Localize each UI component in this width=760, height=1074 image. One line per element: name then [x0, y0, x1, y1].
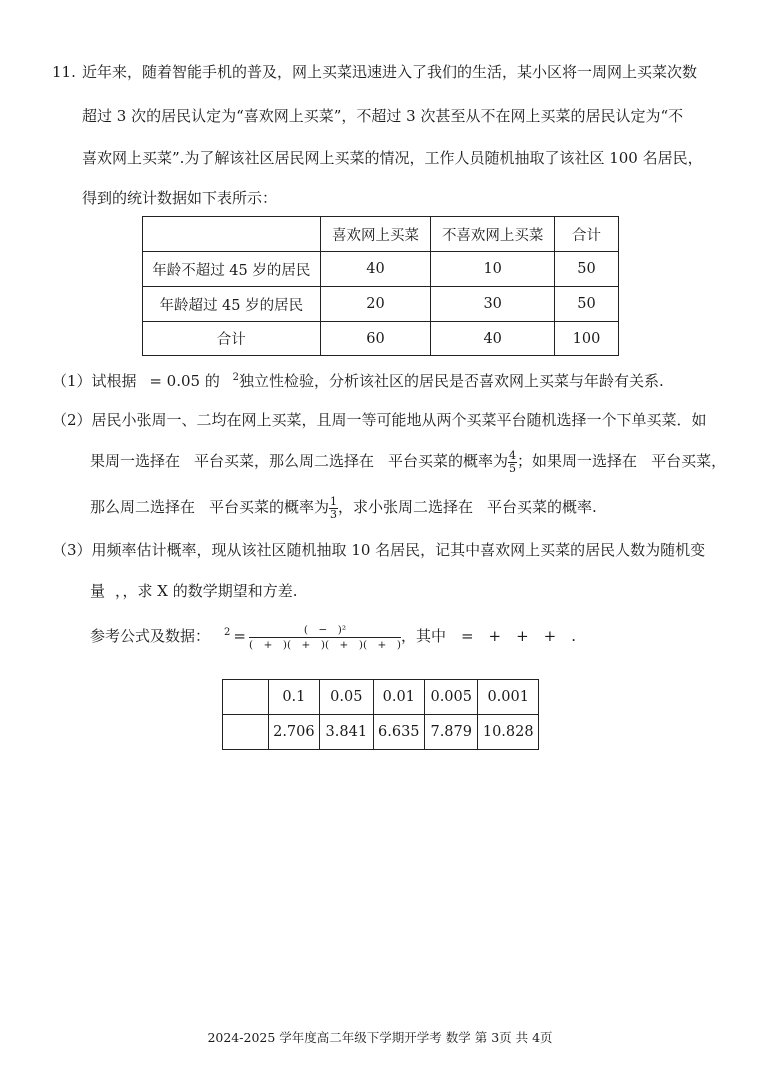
table-cell: 30 [431, 287, 555, 322]
question-1-label: （1） [52, 372, 92, 390]
question-3-label: （3） [52, 541, 92, 559]
table-cell: 6.635 [373, 715, 425, 750]
table-cell: 7.879 [425, 715, 478, 750]
table-header-cell: 不喜欢网上买菜 [431, 217, 555, 252]
contingency-table [142, 216, 619, 356]
table-row-header: 年龄超过 45 岁的居民 [143, 287, 321, 322]
question-3-text: 量 [90, 582, 106, 600]
table-cell: 3.841 [320, 715, 373, 750]
question-3-text: ，，求 X 的数学期望和方差. [115, 582, 298, 600]
question-2-text: 平台买菜的概率. [487, 498, 597, 516]
question-1-sup: 2 [232, 372, 240, 383]
table-cell [223, 680, 269, 715]
table-cell: 10 [431, 252, 555, 287]
table-cell: 40 [431, 322, 555, 356]
table-row-header: 合计 [143, 322, 321, 356]
table-cell: 0.01 [373, 680, 425, 715]
question-2-line-3 [90, 494, 597, 521]
table-header-cell: 合计 [555, 217, 619, 252]
table-cell: 100 [555, 322, 619, 356]
question-2-text: ；如果周一选择在 [517, 452, 638, 470]
table-cell: 50 [555, 287, 619, 322]
table-row [223, 680, 539, 715]
problem-text-line-4: 得到的统计数据如下表所示： [82, 189, 278, 207]
reference-formula [90, 618, 576, 652]
question-2-text: 平台买菜， [651, 452, 727, 470]
table-cell: 2.706 [268, 715, 320, 750]
question-1-text-b: = 0.05 的 [149, 372, 220, 390]
problem-text-line-1: 近年来，随着智能手机的普及，网上买菜迅速进入了我们的生活，某小区将一周网上买菜次数 [82, 63, 698, 81]
critical-value-table [222, 679, 539, 750]
formula-sup: 2 [224, 627, 231, 638]
question-2-line-1 [52, 410, 707, 430]
table-cell: 50 [555, 252, 619, 287]
question-2-text: 平台买菜，那么周二选择在 [194, 452, 375, 470]
question-2-text: 那么周二选择在 [90, 498, 196, 516]
formula-numerator: ( − )² [249, 623, 401, 638]
question-1 [52, 368, 664, 391]
table-cell [143, 217, 321, 252]
table-cell: 0.001 [478, 680, 539, 715]
table-row [143, 217, 619, 252]
table-cell: 0.1 [268, 680, 320, 715]
table-cell: 20 [320, 287, 431, 322]
question-2-text: 平台买菜的概率为 [209, 498, 330, 516]
question-2-text: 平台买菜的概率为 [388, 452, 509, 470]
table-cell: 10.828 [478, 715, 539, 750]
question-1-text-d: 独立性检验，分析该社区的居民是否喜欢网上买菜与年龄有关系. [239, 372, 664, 390]
question-2-text: 果周一选择在 [90, 452, 181, 470]
problem-number: 11. [52, 63, 76, 81]
table-cell: 0.05 [320, 680, 373, 715]
question-3-text: 用频率估计概率，现从该社区随机抽取 10 名居民，记其中喜欢网上买菜的居民人数为随机变 [91, 541, 706, 559]
question-3-line-2 [90, 581, 298, 601]
table-row [143, 287, 619, 322]
chi-square-formula-fraction [249, 623, 401, 652]
table-row [143, 322, 619, 356]
table-cell: 40 [320, 252, 431, 287]
formula-denominator: ( + )( + )( + )( + ) [248, 638, 401, 651]
question-2-line-2 [90, 448, 726, 475]
problem-text-line-2: 超过 3 次的居民认定为“喜欢网上买菜”，不超过 3 次甚至从不在网上买菜的居民认定为“不 [82, 107, 684, 125]
question-1-text-a: 试根据 [91, 372, 137, 390]
table-row [143, 252, 619, 287]
question-2-text: ，求小张周二选择在 [338, 498, 474, 516]
formula-where: ，其中 = + + + . [400, 627, 576, 645]
problem-text-line-3: 喜欢网上买菜”.为了解该社区居民网上买菜的情况，工作人员随机抽取了该社区 100 名居民， [82, 149, 703, 167]
table-cell: 60 [320, 322, 431, 356]
formula-equals: = [233, 627, 246, 645]
table-row-header: 年龄不超过 45 岁的居民 [143, 252, 321, 287]
fraction-one-third: $\frac{1}{3}$ [330, 494, 338, 521]
table-row [223, 715, 539, 750]
table-header-cell: 喜欢网上买菜 [320, 217, 431, 252]
table-cell [223, 715, 269, 750]
fraction-four-fifths: $\frac{4}{5}$ [509, 448, 517, 475]
question-2-label: （2） [52, 411, 92, 429]
question-3-line-1 [52, 540, 705, 560]
table-cell: 0.005 [425, 680, 478, 715]
question-2-text: 居民小张周一、二均在网上买菜，且周一等可能地从两个买菜平台随机选择一个下单买菜．如 [91, 411, 707, 429]
reference-label: 参考公式及数据： [90, 627, 211, 645]
page-footer: 2024-2025 学年度高二年级下学期开学考 数学 第 3页 共 4页 [207, 1030, 553, 1045]
